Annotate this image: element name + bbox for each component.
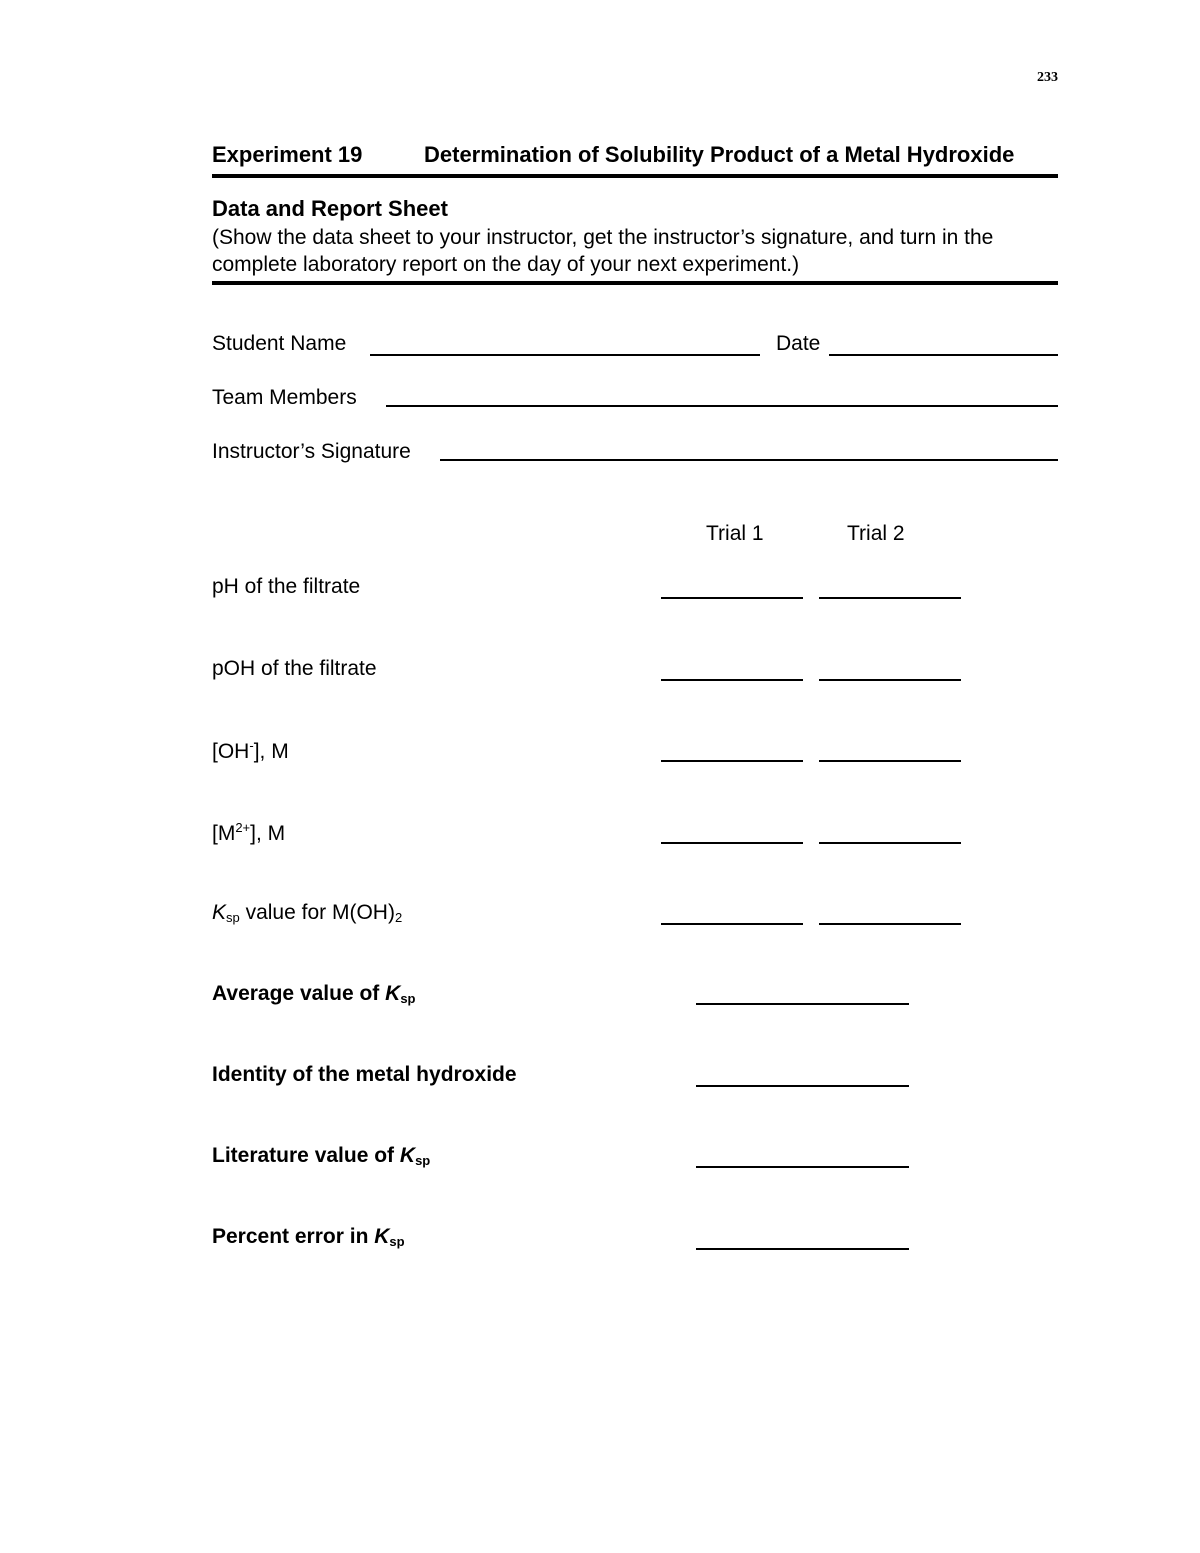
section-divider xyxy=(212,281,1058,285)
metal-hydroxide-identity-field[interactable] xyxy=(696,1085,909,1087)
team-members-field[interactable] xyxy=(386,405,1058,407)
ph-trial2-field[interactable] xyxy=(819,597,961,599)
section-title: Data and Report Sheet xyxy=(212,196,448,221)
metal-ion-trial1-field[interactable] xyxy=(661,842,803,844)
ph-label: pH of the filtrate xyxy=(212,575,361,598)
metal-ion-trial2-field[interactable] xyxy=(819,842,961,844)
experiment-title: Determination of Solubility Product of a Metal Hydroxide xyxy=(424,142,1015,167)
date-label: Date xyxy=(776,332,821,355)
ksp-trial1-field[interactable] xyxy=(661,923,803,925)
trial-1-header: Trial 1 xyxy=(706,522,764,545)
poh-trial1-field[interactable] xyxy=(661,679,803,681)
ksp-trial2-field[interactable] xyxy=(819,923,961,925)
literature-ksp-field[interactable] xyxy=(696,1166,909,1168)
team-members-label: Team Members xyxy=(212,386,357,409)
student-name-field[interactable] xyxy=(370,354,760,356)
date-field[interactable] xyxy=(829,354,1058,356)
experiment-number: Experiment 19 xyxy=(212,142,363,167)
student-name-label: Student Name xyxy=(212,332,347,355)
poh-trial2-field[interactable] xyxy=(819,679,961,681)
average-ksp-field[interactable] xyxy=(696,1003,909,1005)
instructor-signature-field[interactable] xyxy=(440,459,1058,461)
metal-ion-concentration-label: $[M^{2+}]$, M xyxy=(212,820,286,845)
ph-trial1-field[interactable] xyxy=(661,597,803,599)
poh-label: pOH of the filtrate xyxy=(212,657,377,680)
page-title xyxy=(212,142,1058,168)
trial-2-header: Trial 2 xyxy=(847,522,905,545)
instructions-text: (Show the data sheet to your instructor, get the instructor’s signature, and turn in the complete laboratory report on the day of your next experiment.) xyxy=(212,226,994,276)
title-divider xyxy=(212,174,1058,178)
metal-hydroxide-identity-label: Identity of the metal hydroxide xyxy=(212,1063,517,1086)
average-ksp-label: Average value of $K_{sp}$ xyxy=(212,982,416,1006)
percent-error-label: Percent error in $K_{sp}$ xyxy=(212,1225,405,1249)
hydroxide-concentration-label: [OH-], M xyxy=(212,738,289,763)
hydroxide-trial2-field[interactable] xyxy=(819,760,961,762)
instructor-signature-label: Instructor’s Signature xyxy=(212,440,411,463)
page-number: 233 xyxy=(1037,70,1058,85)
hydroxide-trial1-field[interactable] xyxy=(661,760,803,762)
percent-error-field[interactable] xyxy=(696,1248,909,1250)
ksp-value-label: $K_{sp}$ value for $M(OH)_2$ xyxy=(212,901,403,925)
literature-ksp-label: Literature value of $K_{sp}$ xyxy=(212,1144,431,1168)
